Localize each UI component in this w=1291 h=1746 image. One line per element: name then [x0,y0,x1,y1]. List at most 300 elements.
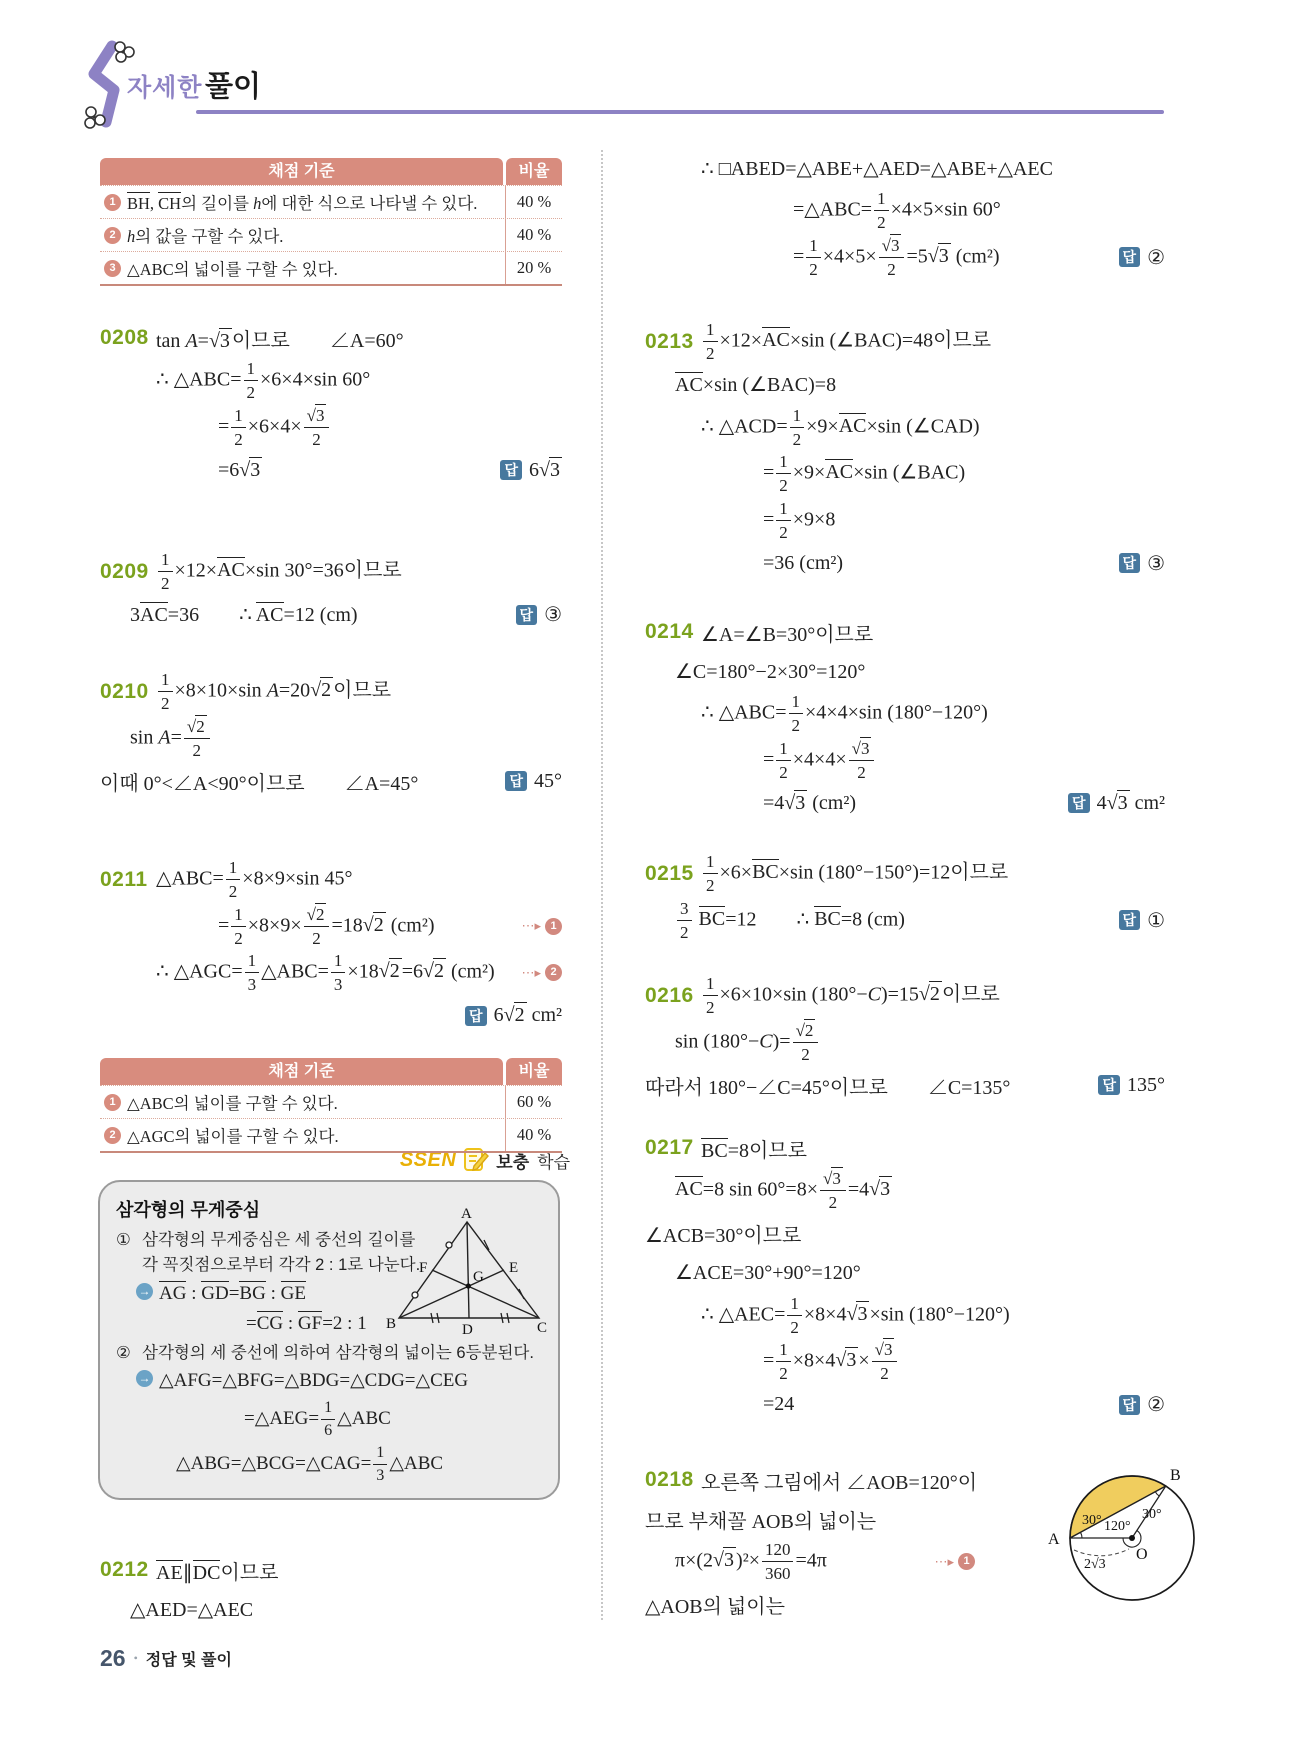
math-expression: 3AC=36 ∴ AC=12 (cm) [130,604,358,626]
dotted-arrow-icon: ⋯▸ [521,964,541,980]
grading-table-header [100,1058,562,1085]
fraction: $\frac{√2}{2}$ [304,904,330,950]
step-marker [924,1553,975,1570]
problem-0217 [645,1128,1165,1425]
box-text-line: 삼각형의 세 중선에 의하여 삼각형의 넓이는 6등분된다. [142,1343,534,1362]
problem-0208 [100,318,562,490]
math-expression: =4√3 (cm²) [763,791,857,814]
grading-table-header [100,158,562,185]
supplement-label-bold: 보충 [496,1152,530,1172]
answer-badge: 답 [1119,553,1141,573]
sqrt: √2 [310,679,332,702]
criteria-text: △AGC의 넓이를 구할 수 있다. [127,1127,339,1146]
problem-0212 [100,1550,562,1629]
box-formula: =△AEG= $\frac{1}{6}$ △ABC [244,1398,391,1441]
box-formula: △AFG=△BFG=△BDG=△CDG=△CEG [159,1370,469,1392]
solution-line [100,857,562,903]
math-expression: = $\frac{1}{2}$ ×4×4× $\frac{√3}{2}$ [763,738,876,784]
sqrt: √3 [713,1549,735,1572]
math-expression: =36 (cm²) [763,551,844,574]
solution-line [675,1020,1165,1066]
footer-separator: • [133,1651,138,1665]
fraction: $\frac{√3}{2}$ [879,235,905,281]
math-expression: ∴ □ABED=△ABE+△AED=△ABE+△AEC [701,157,1053,180]
answer-badge: 답 [500,460,522,480]
criteria-bullet: 1 [104,1094,121,1111]
answer-badge: 답 [1119,910,1141,930]
answer-badge: 답 [1119,247,1141,267]
problem-0210 [100,668,562,801]
solution-line [763,784,1165,822]
sqrt: √3 [208,329,230,352]
centroid-triangle-diagram [385,1206,550,1338]
sqrt: √3 [822,1169,841,1188]
overline-segment: CG [256,1313,284,1334]
answer-value: ② [1147,246,1165,269]
triangle-label-b: B [386,1316,397,1332]
problem-number: 0218 [645,1468,694,1491]
math-expression: sin A= $\frac{√2}{2}$ [130,716,212,762]
fraction: $\frac{1}{2}$ [776,1339,791,1385]
solution-line [675,1539,975,1585]
solution-line [675,1254,1165,1292]
fraction: $\frac{√2}{2}$ [793,1020,819,1066]
criteria-bullet: 2 [104,1127,121,1144]
problem-number: 0214 [645,620,694,643]
problem-0216 [645,972,1165,1105]
angle-label-a: 30° [1082,1513,1102,1528]
ratio-cell: 40 % [505,1119,562,1151]
answer-value: ③ [1147,552,1165,575]
answer-badge: 답 [1068,793,1090,813]
criteria-text: h의 값을 구할 수 있다. [127,227,284,246]
sqrt: √3 [927,244,949,267]
math-expression: $\frac{3}{2}$ BC=12 ∴ BC=8 (cm) [675,898,905,944]
fraction: $\frac{1}{3}$ [245,950,260,996]
supplement-box-title: 삼각형의 무게중심 [116,1200,261,1220]
criteria-bullet: 1 [104,194,121,211]
answer [1056,792,1165,815]
triangle-label-c: C [537,1320,548,1336]
answer [453,1004,562,1027]
ratio-cell: 40 % [505,186,562,218]
overline-segment: AC [762,329,790,352]
solution-line [645,1461,978,1499]
math-expression: ∠C=180°−2×30°=120° [675,660,866,683]
dotted-arrow-icon: ⋯▸ [521,918,541,934]
criteria-cell [100,1119,505,1151]
problem-number: 0210 [100,679,149,703]
math-expression: π×(2√3 )²× $\frac{120}{360}$ =4π [675,1540,827,1584]
criteria-text: △ABC의 넓이를 구할 수 있다. [127,260,338,279]
overline-segment: AG [159,1282,187,1304]
solution-line [675,652,1165,690]
criteria-text: BH, CH의 길이를 h에 대한 식으로 나타낼 수 있다. [127,194,478,213]
math-expression: BC=8이므로 [701,1139,807,1162]
answer-value: ① [1147,909,1165,932]
radius-label: 2√3 [1084,1557,1106,1572]
problem-number: 0211 [100,867,148,891]
overline-segment: BC [814,907,841,930]
grading-table-2 [100,1058,562,1153]
math-expression: = $\frac{1}{2}$ ×9×8 [763,498,836,542]
problem-0218 [645,1460,978,1625]
criteria-header: 채점 기준 [100,1058,503,1085]
box-text-line: 각 꼭짓점으로부터 각각 2 : 1로 나눈다. [142,1255,421,1274]
solution-line [645,973,1165,1019]
solution-line [701,1293,1165,1339]
page-number: 26 [100,1645,126,1671]
grading-row [100,185,562,218]
math-expression: ∴ △ACD= $\frac{1}{2}$ ×9×AC×sin (∠CAD) [701,405,980,449]
solution-line [100,997,562,1035]
math-expression: $\frac{1}{2}$ ×12×AC×sin (∠BAC)=48이므로 [701,319,991,365]
fraction: $\frac{1}{2}$ [226,857,241,903]
sqrt: √2 [378,960,400,983]
box-formula: =CG : GF=2 : 1 [246,1313,367,1334]
fraction: $\frac{1}{3}$ [331,950,346,996]
problem-number: 0215 [645,861,694,885]
overline-segment: GF [297,1313,323,1334]
solution-line [645,1500,975,1538]
fraction: $\frac{√3}{2}$ [872,1339,898,1385]
triangle-label-f: F [419,1260,428,1276]
sqrt: √3 [851,738,870,758]
triangle-label-a: A [461,1206,472,1222]
fraction: $\frac{1}{3}$ [373,1443,387,1486]
solution-line [645,1215,1165,1253]
sqrt: √3 [1106,791,1128,814]
sqrt: √3 [835,1349,857,1372]
math-expression: = $\frac{1}{2}$ ×4×5× $\frac{√3}{2}$ =5√3 (cm²) [793,235,1000,279]
solution-line [645,1066,1165,1104]
solution-line [701,691,1165,737]
answer-badge: 답 [1119,1395,1141,1415]
fraction: $\frac{1}{2}$ [244,358,259,404]
solution-line [100,669,562,715]
fraction: $\frac{120}{360}$ [762,1539,794,1585]
sqrt: √2 [306,904,325,924]
fraction: $\frac{1}{2}$ [158,549,173,595]
criteria-cell [100,186,505,218]
ratio-cell: 60 % [505,1086,562,1118]
solution-line [793,188,1165,234]
math-expression: =6√3 [218,458,261,481]
math-expression: $\frac{1}{2}$ ×8×10×sin A=20√2 이므로 [156,669,391,715]
criteria-bullet: 2 [104,227,121,244]
triangle-label-e: E [509,1260,519,1276]
page-title: 풀이 [205,71,262,103]
problem-number: 0217 [645,1136,694,1159]
answer-value: 6√2 cm² [493,1004,562,1026]
triangle-label-d: D [462,1322,473,1338]
solution-line [100,762,562,800]
fraction: $\frac{√3}{2}$ [820,1168,846,1214]
criteria-bullet: 3 [104,260,121,277]
footer-label: 정답 및 풀이 [145,1652,232,1669]
math-expression: $\frac{1}{2}$ ×12×AC×sin 30°=36이므로 [156,549,402,595]
math-expression: = $\frac{1}{2}$ ×8×4√3 × $\frac{√3}{2}$ [763,1339,899,1385]
sqrt: √2 [422,960,444,983]
answer-badge: 답 [465,1006,487,1026]
math-expression: ∴ △AEC= $\frac{1}{2}$ ×8×4√3 ×sin (180°−120°) [701,1293,1010,1337]
math-expression: 오른쪽 그림에서 ∠AOB=120°이 [701,1471,978,1494]
step-number: 1 [545,918,562,935]
math-expression: AC=8 sin 60°=8× $\frac{√3}{2}$ =4√3 [675,1169,891,1213]
fraction: $\frac{3}{2}$ [677,898,692,944]
problem-number: 0213 [645,329,694,353]
sqrt: √3 [846,1302,868,1325]
fraction: $\frac{1}{2}$ [158,669,173,715]
solution-line [218,405,562,451]
solution-line [100,319,562,357]
math-expression: tan A=√3 이므로 ∠A=60° [156,329,404,352]
problem-0211 [100,856,562,1036]
overline-segment: AC [675,1178,703,1201]
supplement-label: 학습 [537,1152,570,1172]
answer [1107,551,1165,576]
problem-continuation [645,148,1165,281]
sqrt: √2 [186,716,205,736]
math-expression: AC×sin (∠BAC)=8 [675,374,837,396]
item-number: ② [116,1343,131,1362]
solution-line [156,358,562,404]
math-expression: = $\frac{1}{2}$ ×9×AC×sin (∠BAC) [763,452,966,496]
fraction: $\frac{1}{2}$ [776,498,791,544]
fraction: $\frac{1}{2}$ [231,904,246,950]
answer [488,459,562,482]
criteria-cell [100,1086,505,1118]
ratio-cell: 20 % [505,252,562,284]
overline-segment: CH [158,194,182,213]
answer-value: ③ [544,604,562,626]
sqrt: √3 [784,791,806,814]
ratio-header: 비율 [506,158,562,185]
answer [1107,908,1165,933]
answer [1086,1074,1165,1097]
angle-label-o: 120° [1104,1519,1131,1534]
step-marker [511,964,562,981]
box-text-line: 삼각형의 무게중심은 세 중선의 길이를 [142,1231,416,1249]
solution-line [130,596,562,634]
math-expression: ∠A=∠B=30°이므로 [701,623,874,646]
header-script-label: 자세한 [127,74,203,102]
step-number: 1 [958,1553,975,1570]
problem-number: 0212 [100,1558,149,1581]
solution-line [763,544,1165,582]
box-formula: △ABG=△BCG=△CAG= $\frac{1}{3}$ △ABC [176,1443,443,1486]
grading-row [100,1118,562,1151]
overline-segment: BH [127,194,150,213]
math-expression: 므로 부채꼴 AOB의 넓이는 [645,1510,877,1533]
answer-value: 45° [534,769,562,792]
answer [1107,245,1165,270]
sqrt: √3 [881,235,900,255]
answer-value: 4√3 cm² [1096,791,1165,814]
circle-sector-diagram [1030,1458,1245,1618]
criteria-text: △ABC의 넓이를 구할 수 있다. [127,1094,338,1113]
math-expression: AE∥DC이므로 [156,1561,279,1584]
math-expression: 이때 0°<∠A<90°이므로 ∠A=45° [100,772,419,795]
math-expression: ∴ △AGC= $\frac{1}{3}$ △ABC= $\frac{1}{3}$ ×18√2 =6√2 (cm²) [156,951,495,995]
fraction: $\frac{1}{2}$ [787,1293,802,1339]
math-expression: 따라서 180°−∠C=45°이므로 ∠C=135° [645,1076,1011,1099]
sqrt: √3 [539,458,560,481]
answer-badge: 답 [1098,1075,1120,1095]
arrow-bullet-icon: → [136,1283,153,1300]
math-expression: =24 [763,1393,795,1415]
triangle-label-g: G [473,1269,484,1285]
ratio-header: 비율 [506,1058,562,1085]
overline-segment: AE [156,1561,183,1584]
sqrt: √2 [918,983,940,1006]
problem-number: 0209 [100,559,149,583]
step-number: 2 [545,964,562,981]
fraction: $\frac{1}{2}$ [703,973,718,1019]
answer-badge: 답 [505,771,527,791]
solution-line [675,898,1165,944]
overline-segment: AC [255,604,284,626]
grading-row [100,251,562,284]
overline-segment: AC [217,559,245,582]
grading-row [100,1085,562,1118]
solution-line [100,1551,562,1589]
math-expression: ∴ △ABC= $\frac{1}{2}$ ×6×4×sin 60° [156,359,371,403]
problem-0214 [645,612,1165,823]
math-expression: ∠ACB=30°이므로 [645,1225,802,1247]
overline-segment: DC [192,1561,221,1584]
solution-line [645,613,1165,651]
page-footer [100,1645,232,1672]
fraction: $\frac{1}{2}$ [776,451,791,497]
criteria-header: 채점 기준 [100,158,503,185]
answer-value: 135° [1127,1073,1165,1096]
problem-number: 0208 [100,326,149,349]
math-expression: = $\frac{1}{2}$ ×8×9× $\frac{√2}{2}$ =18√2 (cm²) [218,904,435,948]
overline-segment: AC [825,461,854,484]
supplement-box [98,1180,560,1500]
math-expression: △AED=△AEC [130,1598,254,1621]
overline-segment: AC [838,414,867,437]
answer-value: 6√3 [529,458,560,481]
solution-line [100,549,562,595]
answer [1107,1392,1165,1417]
grading-table-1 [100,158,562,286]
fraction: $\frac{1}{2}$ [703,319,718,365]
fraction: $\frac{1}{2}$ [789,691,804,737]
angle-label-b: 30° [1142,1507,1162,1522]
fraction: $\frac{√3}{2}$ [304,405,330,451]
sqrt: √3 [869,1178,891,1201]
overline-segment: AC [675,374,703,396]
fraction: $\frac{√3}{2}$ [849,738,875,784]
overline-segment: BC [701,1139,728,1162]
sqrt: √2 [503,1004,525,1026]
fraction: $\frac{1}{2}$ [874,188,889,234]
circle-label-b: B [1170,1467,1181,1484]
circle-label-a: A [1048,1531,1060,1548]
solution-line [763,451,1165,497]
box-formula-row [244,1398,542,1441]
box-formula: AG : GD=BG : GE [159,1282,306,1304]
math-expression: ∠ACE=30°+90°=120° [675,1262,861,1284]
fraction: $\frac{1}{2}$ [703,851,718,897]
math-expression: ∴ △ABC= $\frac{1}{2}$ ×4×4×sin (180°−120°) [701,692,988,736]
math-expression: $\frac{1}{2}$ ×6×BC×sin (180°−150°)=12이므로 [701,851,1008,897]
solution-line [701,149,1165,187]
solution-line [645,319,1165,365]
fraction: $\frac{1}{2}$ [806,235,821,281]
overline-segment: BC [752,861,779,884]
answer-value: ② [1147,1394,1165,1416]
criteria-cell [100,252,505,284]
problem-0215 [645,850,1165,944]
step-marker [511,918,562,935]
solution-line [763,1386,1165,1424]
item-number: ① [116,1231,131,1249]
fraction: $\frac{1}{2}$ [790,405,805,451]
solution-line [156,950,562,996]
arrow-bullet-icon: → [136,1370,153,1387]
solution-line [763,498,1165,544]
circle-label-o: O [1136,1546,1148,1563]
problem-number: 0216 [645,983,694,1007]
answer-badge: 답 [516,605,538,625]
sqrt: √2 [795,1020,814,1040]
ratio-cell: 40 % [505,219,562,251]
fraction: $\frac{1}{2}$ [776,738,791,784]
fraction: $\frac{√2}{2}$ [184,716,210,762]
dotted-arrow-icon: ⋯▸ [934,1553,954,1569]
solution-line [701,405,1165,451]
ssen-brand-label: SSEN [399,1148,457,1171]
math-expression: =△ABC= $\frac{1}{2}$ ×4×5×sin 60° [793,189,1001,233]
fraction: $\frac{1}{6}$ [321,1398,335,1441]
solution-line [645,851,1165,897]
solution-line [130,716,562,762]
solution-line [645,1129,1165,1167]
sqrt: √2 [362,913,384,936]
answer [504,602,562,627]
solution-line [218,904,562,950]
sqrt: √3 [874,1340,893,1359]
grading-row [100,218,562,251]
sqrt: √3 [306,405,325,425]
overline-segment: BG [239,1282,266,1304]
problem-0213 [645,318,1165,583]
box-formula-row [136,1367,542,1396]
answer [493,770,562,793]
math-expression: △AOB의 넓이는 [645,1596,785,1618]
problem-0209 [100,548,562,635]
solution-line [763,1339,1165,1385]
header-rule [196,110,1164,114]
math-expression: △ABC= $\frac{1}{2}$ ×8×9×sin 45° [156,858,353,902]
solution-line [645,1586,975,1624]
overline-segment: BC [698,907,726,930]
fraction: $\frac{1}{2}$ [231,405,246,451]
solution-line [675,366,1165,404]
math-expression: sin (180°−C)= $\frac{√2}{2}$ [675,1020,820,1066]
solution-line [793,235,1165,281]
solution-line [675,1168,1165,1214]
solution-line [218,451,562,489]
overline-segment: GD [201,1282,229,1304]
column-divider [601,150,603,1620]
solution-line [130,1590,562,1628]
math-expression: $\frac{1}{2}$ ×6×10×sin (180°−C)=15√2 이므로 [701,973,1000,1019]
box-formula-row [176,1443,542,1486]
